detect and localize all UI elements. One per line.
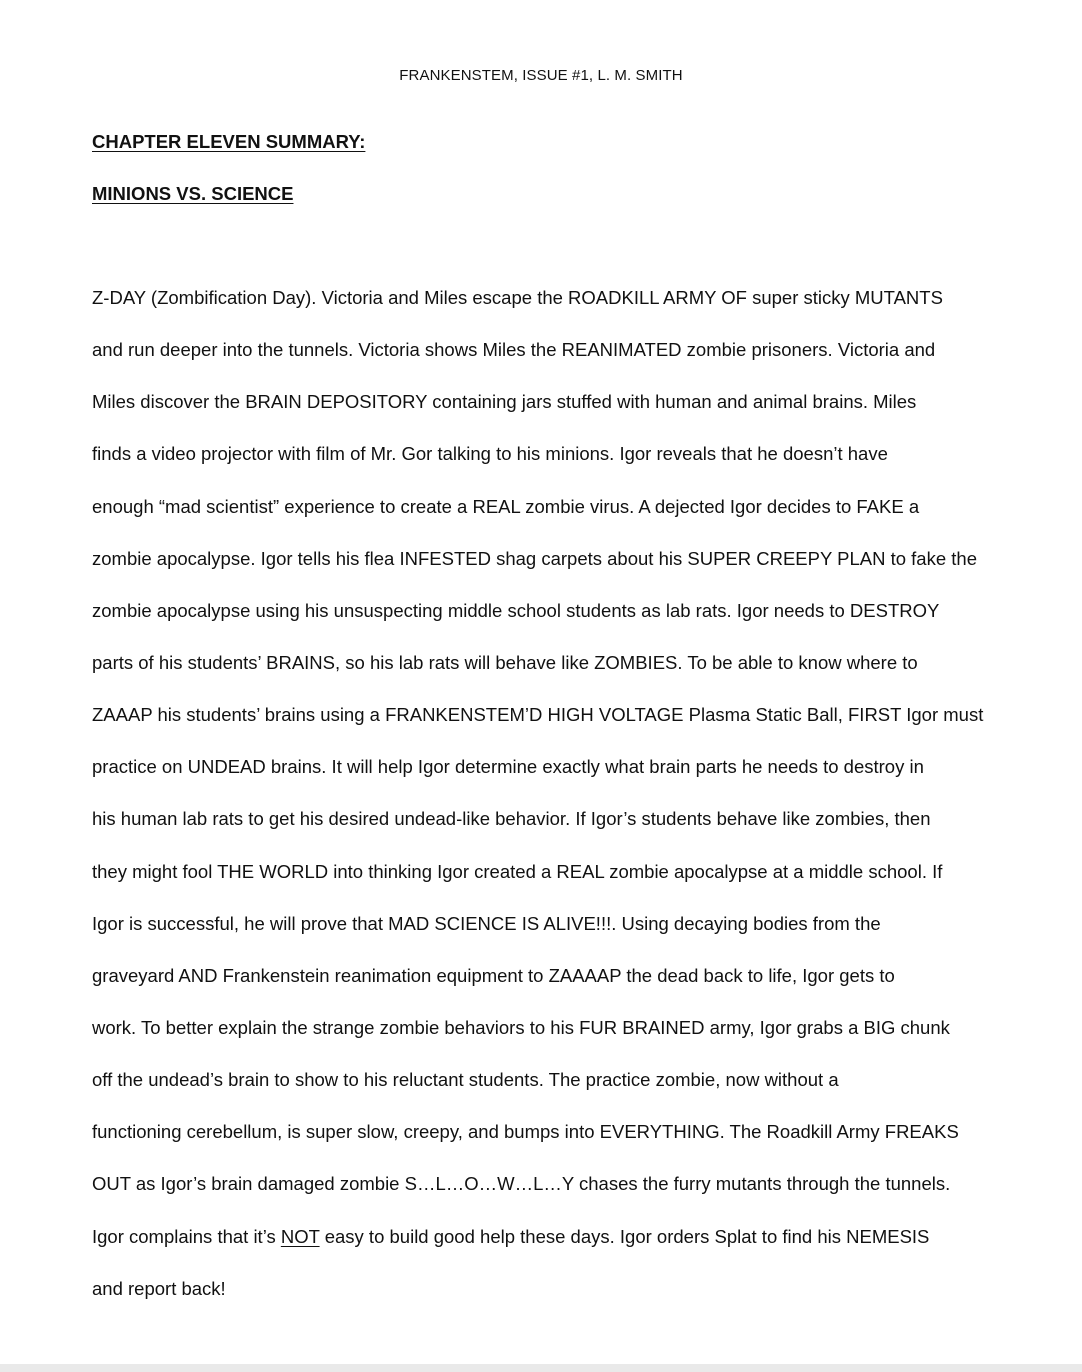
text-line: finds a video projector with film of Mr. Gor talking to his minions. Igor reveals that he doesn’t have <box>92 443 888 465</box>
text-line: and run deeper into the tunnels. Victoria shows Miles the REANIMATED zombie prisoners. Victoria and <box>92 339 936 361</box>
text-line: zombie apocalypse. Igor tells his flea INFESTED shag carpets about his SUPER CREEPY PLAN to fake the <box>92 547 977 569</box>
text-line: practice on UNDEAD brains. It will help Igor determine exactly what brain parts he needs to destroy in <box>92 756 924 778</box>
section-heading: MINIONS VS. SCIENCE <box>92 183 294 204</box>
text-line: ZAAAP his students’ brains using a FRANKENSTEM’D HIGH VOLTAGE Plasma Static Ball, FIRST Igor must <box>92 704 984 726</box>
text-line: and report back! <box>92 1277 226 1299</box>
text-line: enough “mad scientist” experience to create a REAL zombie virus. A dejected Igor decides to FAKE a <box>92 495 920 517</box>
text-line: Igor is successful, he will prove that MAD SCIENCE IS ALIVE!!!. Using decaying bodies from the <box>92 912 881 934</box>
page-bottom-edge <box>0 1364 1082 1372</box>
emphasis-underlined: NOT <box>280 1225 320 1247</box>
text-line: functioning cerebellum, is super slow, creepy, and bumps into EVERYTHING. The Roadkill Army FREAKS <box>92 1121 959 1143</box>
chapter-heading: CHAPTER ELEVEN SUMMARY: <box>92 131 366 152</box>
running-header: FRANKENSTEM, ISSUE #1, L. M. SMITH <box>399 67 683 84</box>
text-line: they might fool THE WORLD into thinking Igor created a REAL zombie apocalypse at a middle school. If <box>92 860 943 882</box>
summary-body <box>92 272 992 1315</box>
text-line: off the undead’s brain to show to his reluctant students. The practice zombie, now without a <box>92 1069 839 1091</box>
text-line: OUT as Igor’s brain damaged zombie S…L…O…W…L…Y chases the furry mutants through the tunnels. <box>92 1173 951 1195</box>
text-line: Miles discover the BRAIN DEPOSITORY containing jars stuffed with human and animal brains. Miles <box>92 391 917 413</box>
text-line: parts of his students’ BRAINS, so his lab rats will behave like ZOMBIES. To be able to know where to <box>92 651 918 673</box>
text-line: zombie apocalypse using his unsuspecting middle school students as lab rats. Igor needs to DESTROY <box>92 599 940 621</box>
text-line: Z-DAY (Zombification Day). Victoria and Miles escape the ROADKILL ARMY OF super sticky MUTANTS <box>92 287 943 308</box>
text-line: work. To better explain the strange zombie behaviors to his FUR BRAINED army, Igor grabs a BIG chunk <box>92 1016 950 1038</box>
text-segment: Igor complains that it’s <box>92 1225 281 1247</box>
text-line: graveyard AND Frankenstein reanimation equipment to ZAAAAP the dead back to life, Igor gets to <box>92 964 895 986</box>
text-line <box>92 1211 992 1263</box>
text-line: his human lab rats to get his desired undead-like behavior. If Igor’s students behave like zombies, then <box>92 808 931 830</box>
text-segment: easy to build good help these days. Igor orders Splat to find his NEMESIS <box>319 1225 930 1247</box>
